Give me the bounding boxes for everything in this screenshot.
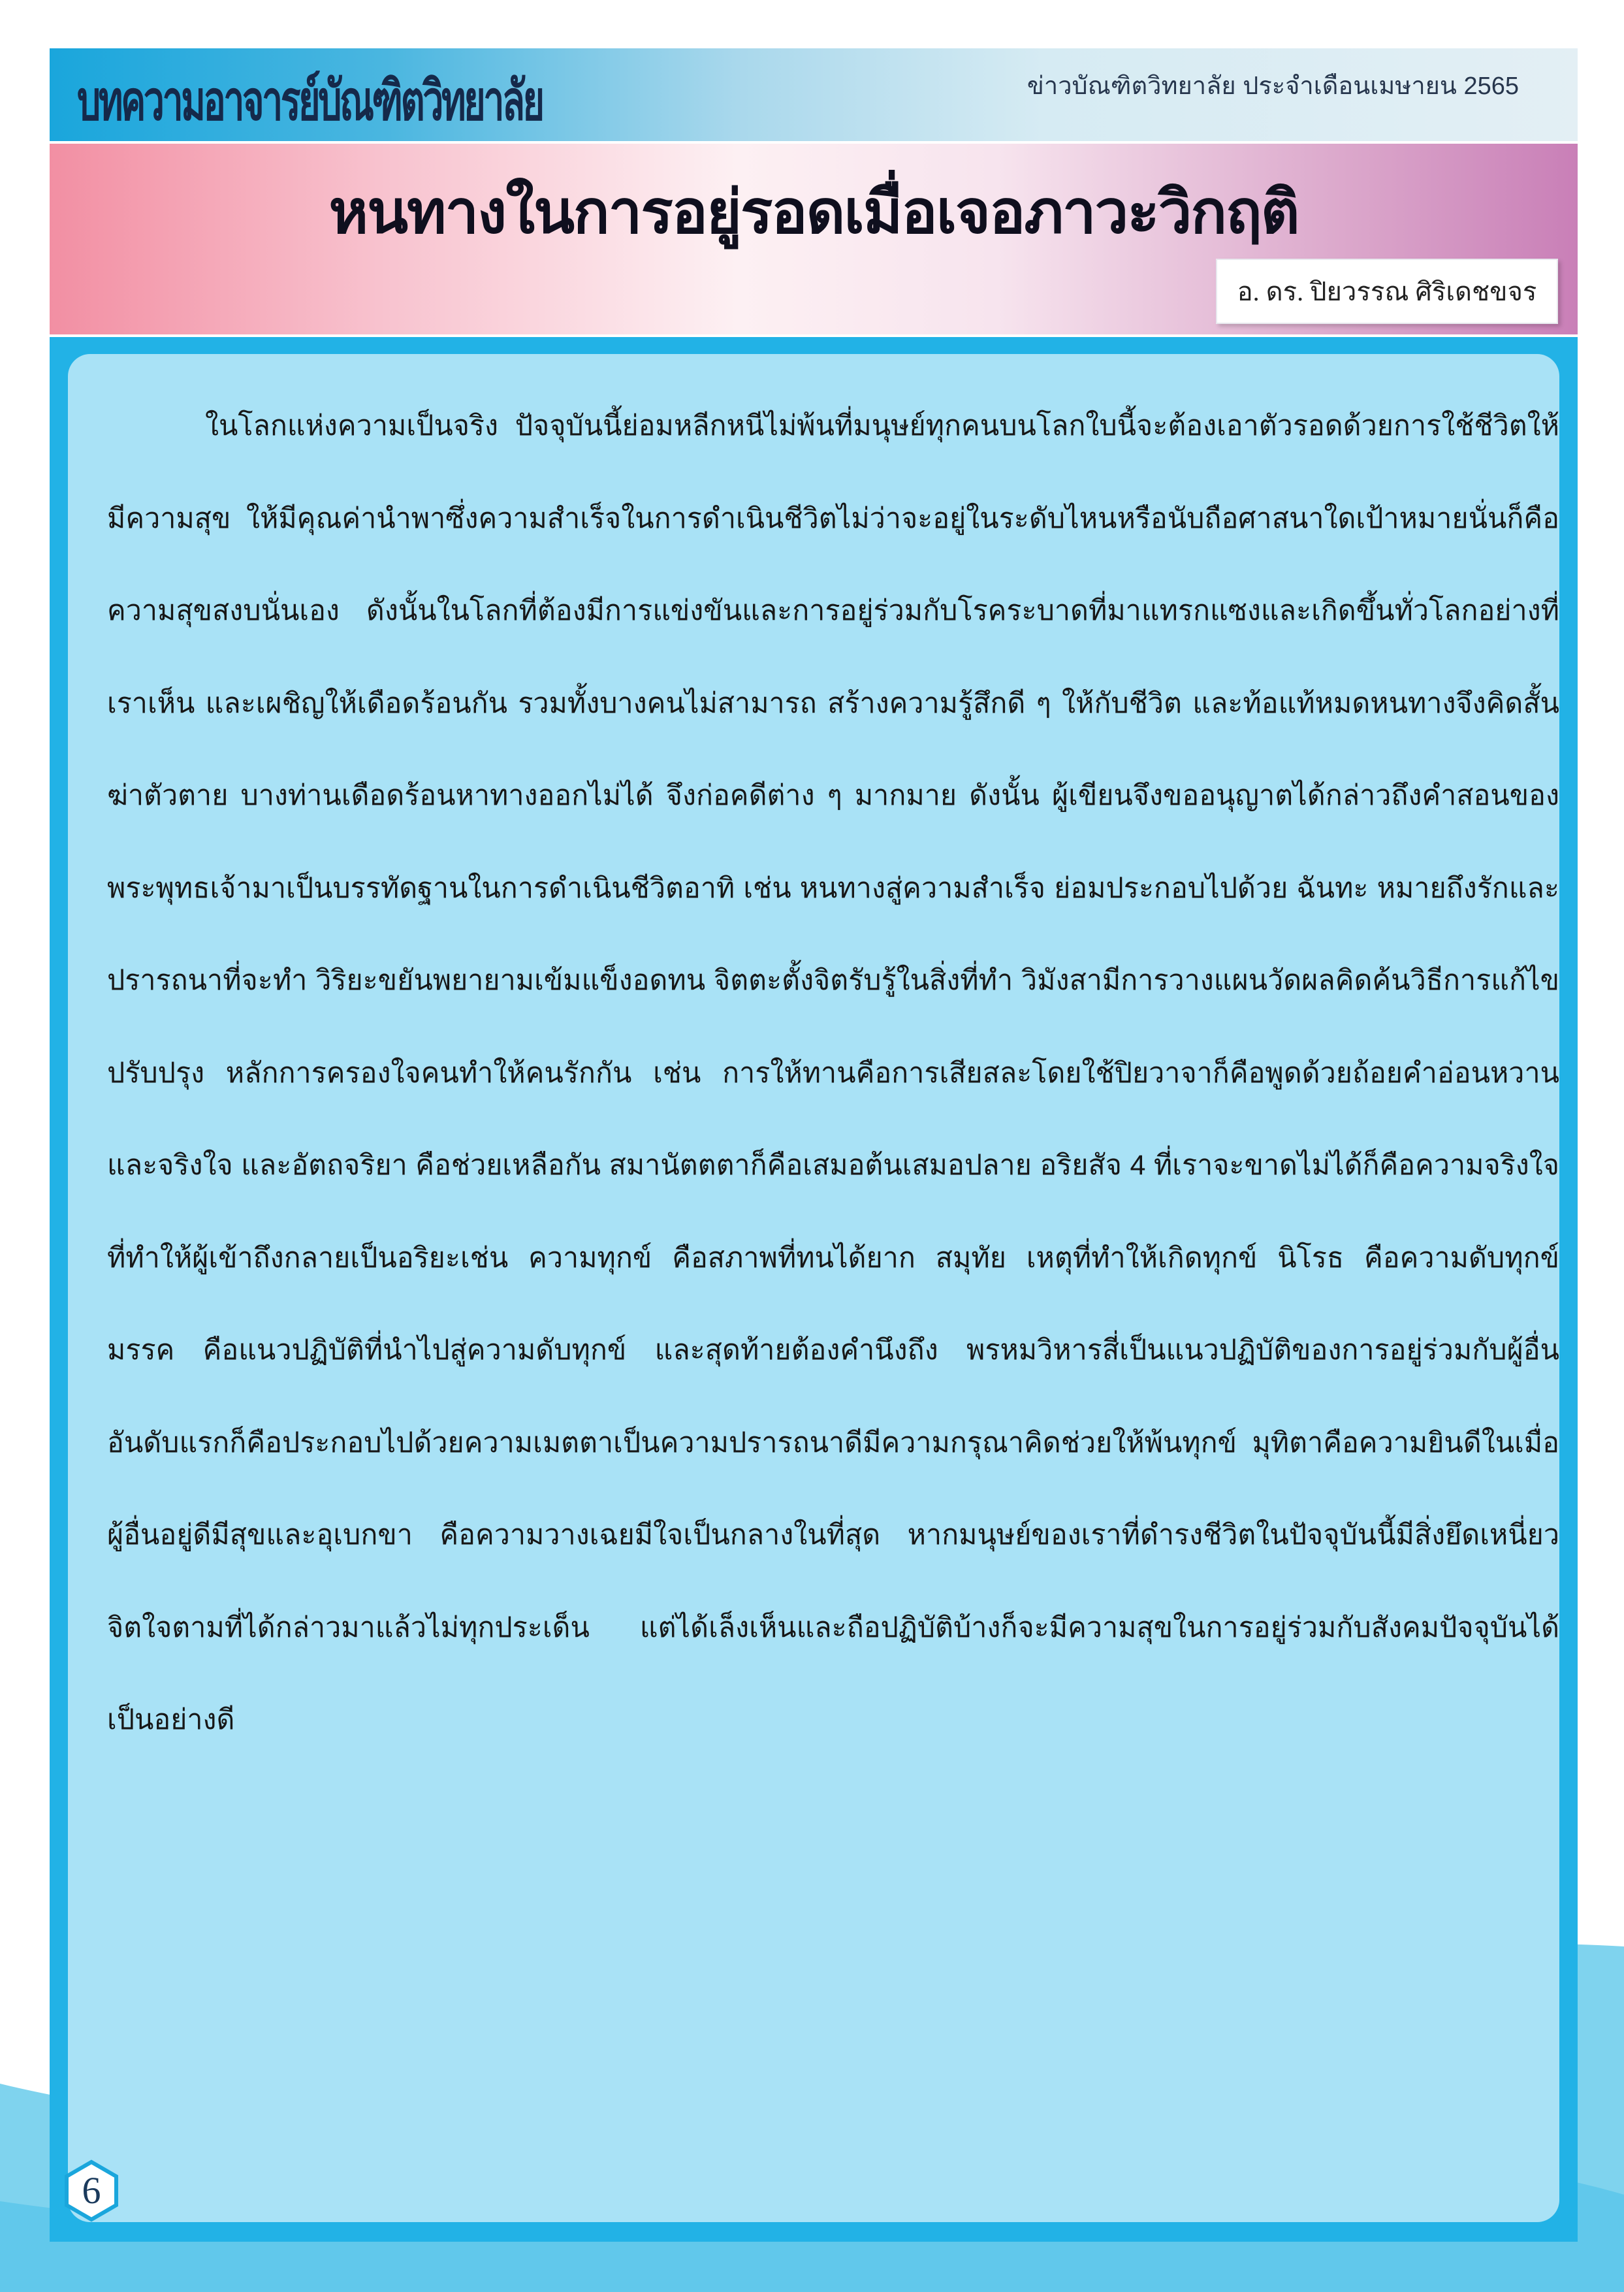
page-number-badge: [60, 2159, 123, 2222]
content-box: [68, 354, 1559, 2222]
content-frame: [50, 337, 1578, 2242]
issue-date: ข่าวบัณฑิตวิทยาลัย ประจำเดือนเมษายน 2565: [1027, 73, 1519, 100]
page-number: 6: [82, 2169, 101, 2212]
title-band: [50, 144, 1578, 334]
author-name: อ. ดร. ปิยวรรณ ศิริเดชขจร: [1237, 277, 1537, 306]
header-band: [50, 48, 1578, 141]
article-body: ในโลกแห่งความเป็นจริง ปัจจุบันนี้ย่อมหลีกหนีไม่พ้นที่มนุษย์ทุกคนบนโลกใบนี้จะต้องเอาตัวรอดด้วยการใช้ชีวิตให้มีความสุข ให้มีคุณค่านำพาซึ่งความสำเร็จในการดำเนินชีวิตไม่ว่าจะอยู่ในระดับไหนหรือนับถือศาสนาใดเป้าหมายนั่นก็คือความสุขสงบนั่นเอง ดังนั้นในโลกที่ต้องมีการแข่งขันและการอยู่ร่วมกับโรคระบาดที่มาแทรกแซงและเกิดขึ้นทั่วโลกอย่างที่เราเห็น และเผชิญให้เดือดร้อนกัน รวมทั้งบางคนไม่สามารถ สร้างความรู้สึกดี ๆ ให้กับชีวิต และท้อแท้หมดหนทางจึงคิดสั้น ฆ่าตัวตาย บางท่านเดือดร้อนหาทางออกไม่ได้ จึงก่อคดีต่าง ๆ มากมาย ดังนั้น ผู้เขียนจึงขออนุญาตได้กล่าวถึงคำสอนของพระพุทธเจ้ามาเป็นบรรทัดฐานในการดำเนินชีวิตอาทิ เช่น หนทางสู่ความสำเร็จ ย่อมประกอบไปด้วย ฉันทะ หมายถึงรักและปรารถนาที่จะทำ วิริยะขยันพยายามเข้มแข็งอดทน จิตตะตั้งจิตรับรู้ในสิ่งที่ทำ วิมังสามีการวางแผนวัดผลคิดค้นวิธีการแก้ไขปรับปรุง หลักการครองใจคนทำให้คนรักกัน เช่น การให้ทานคือการเสียสละโดยใช้ปิยวาจาก็คือพูดด้วยถ้อยคำอ่อนหวานและจริงใจ และอัตถจริยา คือช่วยเหลือกัน สมานัตตตาก็คือเสมอต้นเสมอปลาย อริยสัจ 4 ที่เราจะขาดไม่ได้ก็คือความจริงใจที่ทำให้ผู้เข้าถึงกลายเป็นอริยะเช่น ความทุกข์ คือสภาพที่ทนได้ยาก สมุทัย เหตุที่ทำให้เกิดทุกข์ นิโรธ คือความดับทุกข์ มรรค คือแนวปฏิบัติที่นำไปสู่ความดับทุกข์ และสุดท้ายต้องคำนึงถึง พรหมวิหารสี่เป็นแนวปฏิบัติของการอยู่ร่วมกับผู้อื่นอันดับแรกก็คือประกอบไปด้วยความเมตตาเป็นความปรารถนาดีมีความกรุณาคิดช่วยให้พ้นทุกข์ มุทิตาคือความยินดีในเมื่อผู้อื่นอยู่ดีมีสุขและอุเบกขา คือความวางเฉยมีใจเป็นกลางในที่สุด หากมนุษย์ของเราที่ดำรงชีวิตในปัจจุบันนี้มีสิ่งยึดเหนี่ยวจิตใจตามที่ได้กล่าวมาแล้วไม่ทุกประเด็น แต่ได้เล็งเห็นและถือปฏิบัติบ้างก็จะมีความสุขในการอยู่ร่วมกับสังคมปัจจุบันได้เป็นอย่างดี: [107, 410, 1559, 1735]
author-box: [1216, 259, 1558, 324]
article-title: หนทางในการอยู่รอดเมื่อเจอภาวะวิกฤติ: [328, 177, 1299, 247]
series-title: บทความอาจารย์บัณฑิตวิทยาลัย: [77, 69, 543, 133]
